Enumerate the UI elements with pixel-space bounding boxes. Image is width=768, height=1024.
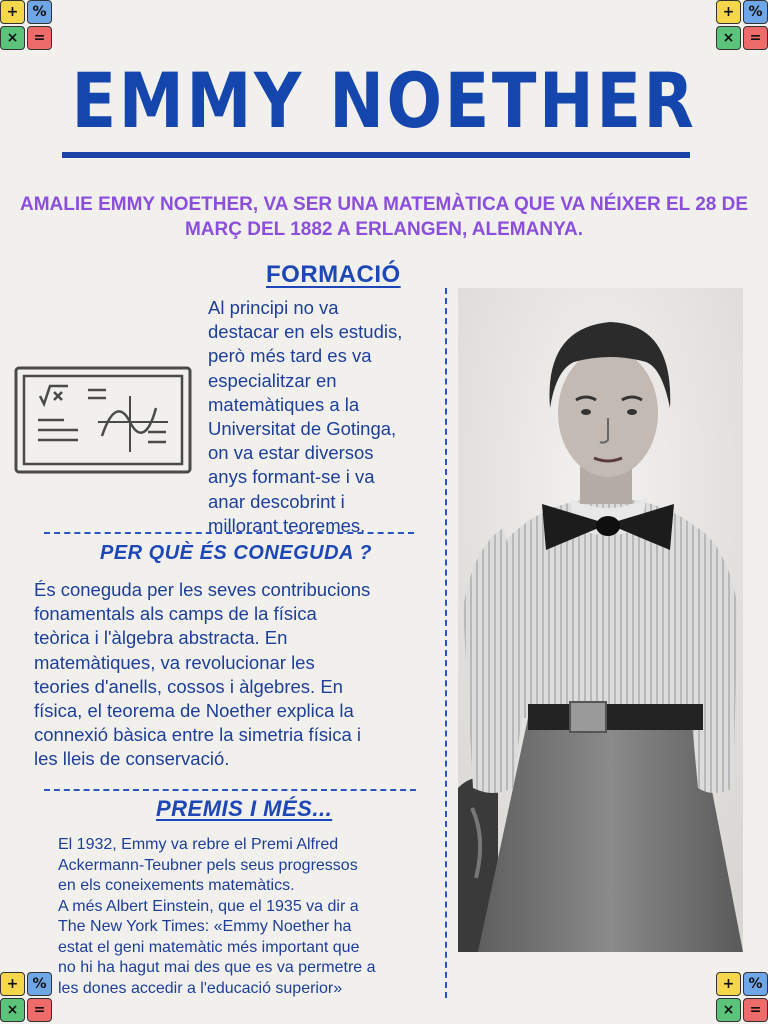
formacio-line: però més tard es va	[208, 345, 372, 367]
times-icon: ×	[0, 998, 25, 1022]
formacio-line: Universitat de Gotinga,	[208, 418, 397, 440]
title-underline	[62, 152, 690, 158]
equals-icon: =	[743, 26, 768, 50]
times-icon: ×	[0, 26, 25, 50]
premis-line: no hi ha hagut mai des que es va permetre a	[58, 959, 376, 976]
percent-icon: %	[27, 0, 52, 24]
per-que-text	[34, 578, 446, 772]
section-heading-premis: PREMIS I MÉS...	[156, 796, 333, 821]
times-icon: ×	[716, 998, 741, 1022]
premis-line: Ackermann-Teubner pels seus progressos	[58, 856, 358, 874]
formacio-line: Al principi no va	[208, 297, 339, 318]
formacio-line: matemàtiques a la	[208, 393, 360, 415]
per-que-line: les lleis de conservació.	[34, 748, 230, 770]
page-title: EMMY NOETHER	[71, 56, 697, 145]
formacio-text	[208, 296, 444, 538]
corner-math-icons-bottom-right	[716, 972, 768, 1022]
plus-icon: +	[0, 972, 25, 996]
premis-line: estat el geni matemàtic més important que	[58, 938, 360, 956]
percent-icon: %	[743, 0, 768, 24]
corner-math-icons-bottom-left	[0, 972, 52, 1022]
portrait-photo	[458, 288, 743, 952]
formacio-line: on va estar diversos	[208, 442, 374, 464]
per-que-line: teòrica i l'àlgebra abstracta. En	[34, 627, 288, 649]
equals-icon: =	[743, 998, 768, 1022]
premis-text	[58, 835, 450, 999]
corner-math-icons-top-right	[716, 0, 768, 50]
corner-math-icons-top-left	[0, 0, 52, 50]
premis-line: les dones accedir a l'educació superior»	[58, 979, 343, 997]
per-que-line: teories d'anells, cossos i àlgebres. En	[34, 675, 343, 697]
per-que-line: matemàtiques, va revolucionar les	[34, 651, 315, 673]
formacio-line: millorant teoremes.	[208, 514, 366, 536]
formacio-line: especialitzar en	[208, 369, 337, 391]
plus-icon: +	[716, 972, 741, 996]
per-que-line: És coneguda per les seves contribucions	[34, 579, 371, 600]
times-icon: ×	[716, 26, 741, 50]
premis-line: The New York Times: «Emmy Noether ha	[58, 918, 352, 935]
premis-line: A més Albert Einstein, que el 1935 va dir a	[58, 897, 359, 915]
formacio-line: anar descobrint i	[208, 490, 345, 512]
per-que-line: connexió bàsica entre la simetria física i	[34, 724, 361, 746]
percent-icon: %	[27, 972, 52, 996]
formacio-line: destacar en els estudis,	[208, 321, 403, 343]
formacio-line: anys formant-se i va	[208, 466, 375, 488]
equals-icon: =	[27, 26, 52, 50]
section-heading-formacio: FORMACIÓ	[266, 261, 401, 288]
equals-icon: =	[27, 998, 52, 1022]
premis-line: en els coneixements matemàtics.	[58, 877, 295, 894]
section-divider	[44, 789, 416, 791]
chalkboard-icon	[14, 366, 192, 474]
plus-icon: +	[716, 0, 741, 24]
intro-text: AMALIE EMMY NOETHER, VA SER UNA MATEMÀTICA QUE VA NÉIXER EL 28 DE MARÇ DEL 1882 A ERLANGEN, ALEMANYA.	[19, 194, 749, 240]
per-que-line: fonamentals als camps de la física	[34, 603, 317, 625]
premis-line: El 1932, Emmy va rebre el Premi Alfred	[58, 836, 339, 853]
section-divider	[44, 532, 414, 534]
plus-icon: +	[0, 0, 25, 24]
percent-icon: %	[743, 972, 768, 996]
per-que-line: física, el teorema de Noether explica la	[34, 700, 354, 722]
section-heading-per-que: PER QUÈ ÉS CONEGUDA ?	[100, 542, 373, 564]
